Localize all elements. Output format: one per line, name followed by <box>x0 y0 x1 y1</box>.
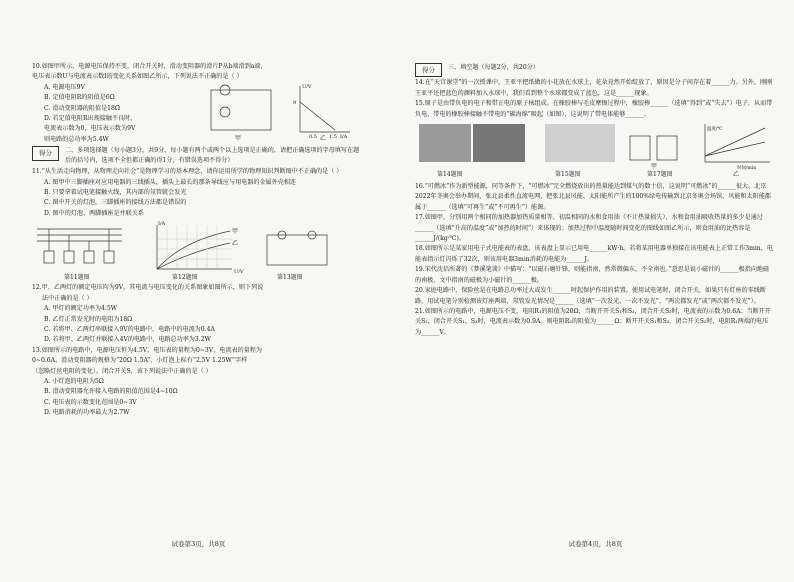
section-3-title: 三、填空题（每题2分，共20分） <box>448 64 539 71</box>
q13-stem-cont: 0~0.6A，滑动变阻器的规格为“20Ω 1.5A”，小灯泡上标有“2.5V 1.25W”字样 <box>32 357 248 365</box>
page-4-content <box>415 62 773 338</box>
figures-11-12-13 <box>32 221 362 281</box>
q11-option-b: B. 只要拿着试电笔接触火线，其内部的氖管就会发光 <box>44 189 187 197</box>
fig10-axis-i: I/A <box>340 134 348 140</box>
score-box: 得分 <box>415 63 442 77</box>
fig13-caption: 第13题图 <box>277 274 303 282</box>
fig12-label-jia: 甲 <box>232 228 239 236</box>
q11-option-a: A. 图甲中三脚插座对应用电器的三线插头，插头上最长的那条导线应与用电器的金属外壳相连 <box>44 178 297 186</box>
fig11-caption: 第11题图 <box>64 274 90 282</box>
fig14-caption: 第14题图 <box>437 171 463 179</box>
question-15: 15.原子是由带负电的电子和带正电的原子核组成。在橡胶棒与毛皮摩擦过程中，橡胶棒______（选填“得到”或“失去”）电子，从而带负电，带电的橡胶棒接触不带电的“碳海绵”吸起（如图），这说明了带电体能够______。 <box>415 100 773 118</box>
question-21: 21.如图所示的电路中，电源电压不变，电阻R₁的阻值为20Ω，当断开开关S₁和S₃，闭合开关S₂时，电流表的示数为0.6A；当断开开关S₂，闭合开关S₁、S₃时，电流表示数为0.9A。则电阻R₂的阻值为______Ω；断开开关S₁和S₃，闭合开关S₂时，电阻R₁两端的电压为______V。 <box>415 307 771 336</box>
fig10-tick: 9 <box>293 100 297 106</box>
question-17: 17.如图甲，分别用两个相同的加热器加热质量相等、初温相同的水和食用油（不计热量损失），水和食用油吸收热量的多少是通过______（选填“升高的温度”或“加热的时间”）来体现的；加热过程中温度随时间变化的图线如图乙所示，则食用油的比热容是______J/(kg·℃)。 <box>415 214 763 243</box>
figures-14-15-17 <box>415 122 773 180</box>
fig15-photo <box>545 124 615 162</box>
q11-stem: 11.“从生活走向物理，从物理走向社会”是物理学习的基本理念，请你运用所学的物理知识判断图中不正确的是（ ） <box>32 168 343 176</box>
figure-10 <box>205 82 355 142</box>
exam-page-4 <box>397 0 794 582</box>
fig17-caption: 第17题图 <box>647 171 673 179</box>
q12-option-a: A. 甲灯的额定功率为4.5W <box>44 305 117 313</box>
question-14: 14.在“天宫课堂”的一次授课中，王亚平把纸做的小花放在水球上，花朵竟然开始绽放了，原因是分子间存在着______力。另外，刚刚王亚平还把蓝色的颜料加入水球中，我们看到整个水球都变成了蓝色，这是______现象。 <box>415 79 773 97</box>
q10-option-b: B. 定值电阻R的阻值是6Ω <box>44 94 115 102</box>
q11-option-c: C. 图中开关的灯泡，三脚插座的接线方法都是错误的 <box>44 199 187 207</box>
figure-row-11-13 <box>32 221 377 281</box>
q12-stem-cont: 法中正确的是（ ） <box>42 294 93 302</box>
fig10-label-yi: 乙 <box>320 135 327 142</box>
fig17-axis-temp: 温度/℃ <box>707 127 723 133</box>
fig14-photo <box>419 124 471 162</box>
question-11 <box>32 167 362 219</box>
fig10-tick: 1.5 <box>329 134 337 140</box>
fig12-caption: 第12题图 <box>172 274 198 282</box>
figure-row-14-17 <box>415 122 773 180</box>
q10-option-d-cont: 则电路的总功率为5.4W <box>44 135 109 143</box>
q12-option-b: B. 乙灯正常发光时的电阻为18Ω <box>44 315 133 323</box>
q13-option-c: C. 电压表的示数变化范围是0~3V <box>44 398 137 406</box>
fig17-axis-time: 时间/min <box>737 166 757 172</box>
q10-line: 电压表示数U与电流表示数I的变化关系如图乙所示，下列说法不正确的是（ ） <box>32 73 243 81</box>
question-12 <box>32 283 377 345</box>
fig10-label-jia: 甲 <box>235 135 242 142</box>
q12-option-d: D. 若将甲、乙两灯并联接入4V的电路中，电路总功率为3.2W <box>44 336 211 344</box>
fig12-axis-i: I/A <box>158 221 166 228</box>
question-16: 16.“可燃冰”作为新型能源，同等条件下，“可燃冰”完全燃烧放出的热量能达到煤气的数十倍，这说明“可燃冰”的______很大。北京2022年冬奥会举办期间，张北县柔性直流电网，把张北县风能、太阳能所产生的100%绿电传输到北京冬奥会场馆，风能和太阳能都属于______（选填“可再生”或“不可再生”）能源。 <box>415 183 771 211</box>
page-4-footer: 试卷第4页，共8页 <box>568 540 623 548</box>
q13-option-a: A. 小灯泡的电阻为5Ω <box>44 377 104 385</box>
q11-option-d: D. 图中的灯泡、两脚插座是并联关系 <box>44 209 144 217</box>
q12-stem: 12.甲、乙两灯的额定电压均为9V，其电流与电压变化的关系图象如图所示，则下列说 <box>32 284 264 292</box>
q13-stem: 13.如图所示的电路中，电源电压恒为4.5V，电压表的量程为0~3V，电流表的量程为 <box>32 346 262 354</box>
fig12-label-yi: 乙 <box>232 240 239 248</box>
fig10-axis-u: U/V <box>302 84 312 90</box>
fig17-label-yi: 乙 <box>733 171 740 179</box>
fig12-axis-u: U/V <box>234 269 244 276</box>
question-20: 20.家庭电路中，保险丝是在电路总功率过大或发生______时起保护作用的装置。使用试电笔时，闭合开关，如果只有灯座的零线断路，用试电笔分别检测该灯座两端，氖管发光情况是______（选填“一次发光、一次不发光”、“两次都发光”或“两次都不发光”）。 <box>415 287 766 305</box>
score-box: 得分 <box>32 146 59 160</box>
q10-option-a: A. 电源电压9V <box>44 83 85 91</box>
fig15-caption: 第15题图 <box>555 171 581 179</box>
fig10-tick: 0.5 <box>309 134 317 140</box>
q10-option-d-cont: 电流表示数为0，电压表示数为9V <box>44 125 136 133</box>
q13-option-b: B. 滑动变阻器允许接入电路的阻值范围是4~10Ω <box>44 388 178 396</box>
question-19: 19.宋代沈括所著的《梦溪笔谈》中描写：“以磁石磨针锋，则能指南，然常微偏东，不全南也。”意思是说小磁针的______极指向地磁的南极，文中指南的磁极为小磁针的______极。 <box>415 266 770 284</box>
q12-option-c: C. 若将甲、乙两灯串联接入9V的电路中，电路中的电流为0.4A <box>44 325 215 333</box>
section-2-header <box>32 146 377 166</box>
fig17-label-jia: 甲 <box>651 163 658 171</box>
page-3-footer: 试卷第3页，共8页 <box>171 540 226 548</box>
section-3-header <box>415 63 773 77</box>
q10-line: 10.如图甲所示，电源电压保持不变，闭合开关时，滑动变阻器的滑片P从b端滑到a端， <box>32 63 267 70</box>
q13-stem-cont: （忽略灯丝电阻的变化）。闭合开关S，该下列说法中正确的是（ ） <box>32 367 212 375</box>
question-18: 18.如图所示是某家用电子式电能表的表盘，该表盘上显示已用电______kW·h。若将某用电器单独接在该电能表上正常工作3min，电能表指示灯闪烁了32次，则该用电器3min消耗的电能为______J。 <box>415 245 773 263</box>
q10-option-d: D. 若定值电阻R出现接触不良时， <box>44 115 137 123</box>
question-13 <box>32 346 377 419</box>
q10-option-c: C. 滑动变阻器的阻值是18Ω <box>44 104 120 112</box>
q13-option-d: D. 电路消耗的功率最大为2.7W <box>44 409 130 417</box>
fig14-photo <box>473 124 525 162</box>
section-2-title: 二、多项选择题（每小题3分，共9分，每小题有两个或两个以上选项是正确的，请把正确选项的字母填写在题后的括号内，选项不全但都正确的得1分，有错误选项不得分） <box>65 147 360 165</box>
